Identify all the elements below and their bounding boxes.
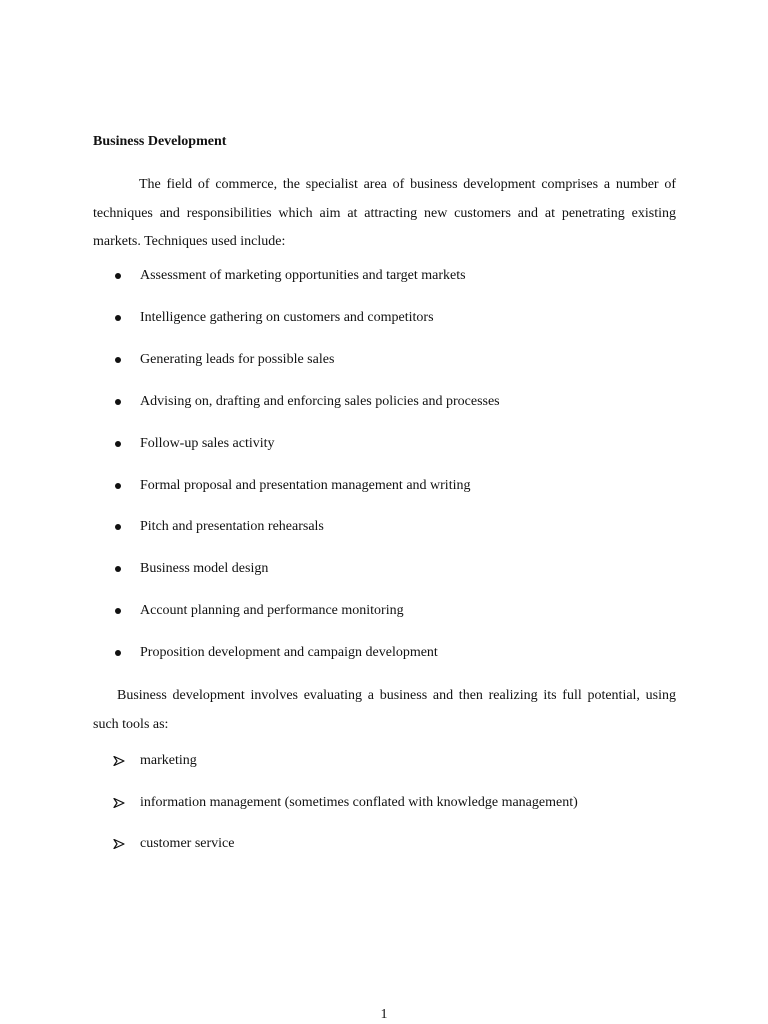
list-item-text: Business model design <box>140 561 269 576</box>
intro-paragraph: The field of commerce, the specialist area of business development comprises a number of techniques and responsibilities which aim at attracting new customers and at penetrating existing markets. Techniques used include: <box>93 177 676 249</box>
list-item-text: Pitch and presentation rehearsals <box>140 519 324 534</box>
list-item-text: Assessment of marketing opportunities and target markets <box>140 268 466 283</box>
arrowhead-bullet-icon <box>113 839 125 849</box>
list-item-text: Generating leads for possible sales <box>140 352 335 367</box>
list-item-text: Intelligence gathering on customers and competitors <box>140 310 434 325</box>
bullet-icon <box>115 650 121 656</box>
bullet-icon <box>115 524 121 530</box>
section-heading: Business Development <box>93 134 227 149</box>
bullet-icon <box>115 273 121 279</box>
bullet-icon <box>115 441 121 447</box>
arrowhead-bullet-icon <box>113 798 125 808</box>
bullet-icon <box>115 608 121 614</box>
bullet-icon <box>115 357 121 363</box>
list-item-text: Follow-up sales activity <box>140 436 275 451</box>
list-item-text: information management (sometimes conflated with knowledge management) <box>140 795 578 810</box>
list-item-text: Formal proposal and presentation management and writing <box>140 478 471 493</box>
bullet-icon <box>115 315 121 321</box>
bullet-icon <box>115 483 121 489</box>
list-item-text: customer service <box>140 836 235 851</box>
list-item-text: marketing <box>140 753 197 768</box>
page-number: 1 <box>380 1007 388 1022</box>
list-item-text: Account planning and performance monitoring <box>140 603 404 618</box>
bullet-icon <box>115 399 121 405</box>
list-item-text: Advising on, drafting and enforcing sales policies and processes <box>140 394 500 409</box>
bullet-icon <box>115 566 121 572</box>
tools-paragraph: Business development involves evaluating a business and then realizing its full potential, using such tools as: <box>93 688 676 732</box>
list-item-text: Proposition development and campaign development <box>140 645 438 660</box>
arrowhead-bullet-icon <box>113 756 125 766</box>
